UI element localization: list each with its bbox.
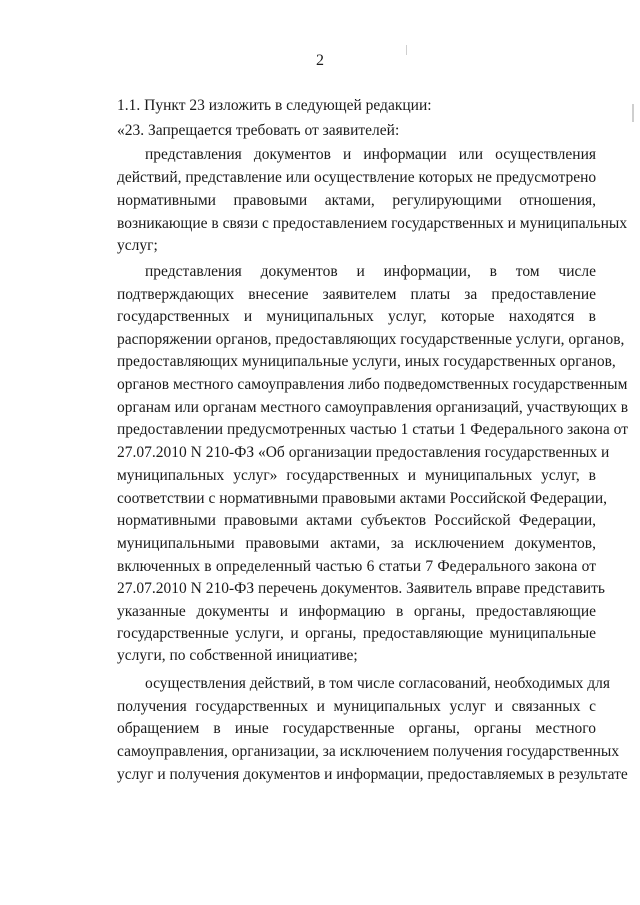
text-line: самоуправления, организации, за исключением получения государственных (117, 743, 620, 760)
text-line: возникающие в связи с предоставлением государственных и муниципальных (117, 215, 628, 232)
scan-artifact (632, 104, 634, 122)
text-line: указанные документы и информацию в органы, предоставляющие (117, 603, 596, 620)
text-line: осуществления действий, в том числе согласований, необходимых для (145, 675, 611, 692)
text-line: муниципальными правовыми актами, за исключением документов, (117, 535, 596, 552)
text-line: государственные услуги, и органы, предоставляющие муниципальные (117, 625, 596, 642)
text-line: нормативными правовыми актами субъектов Российской Федерации, (117, 512, 596, 529)
text-line: распоряжении органов, предоставляющих государственные услуги, органов, (117, 331, 625, 348)
text-line: 27.07.2010 N 210-ФЗ перечень документов. Заявитель вправе представить (117, 580, 605, 597)
text-line: обращением в иные государственные органы, органы местного (117, 720, 596, 737)
clause-23-intro: «23. Запрещается требовать от заявителей: (117, 122, 400, 139)
text-line: государственных и муниципальных услуг, которые находятся в (117, 308, 596, 325)
text-line: 27.07.2010 N 210-ФЗ «Об организации предоставления государственных и (117, 444, 610, 461)
clause-heading: 1.1. Пункт 23 изложить в следующей редакции: (117, 97, 432, 114)
text-line: органам или органам местного самоуправления организаций, участвующих в (117, 399, 629, 416)
scan-artifact (406, 45, 407, 55)
text-line: включенных в определенный частью 6 статьи 7 Федерального закона от (117, 558, 596, 575)
text-line: предоставляющих муниципальные услуги, иных государственных органов, (117, 353, 616, 370)
text-line: соответствии с нормативными правовыми актами Российской Федерации, (117, 490, 607, 507)
text-line: услуг; (117, 237, 158, 254)
text-line: получения государственных и муниципальных услуг и связанных с (117, 698, 596, 715)
text-line: муниципальных услуг» государственных и муниципальных услуг, в (117, 467, 596, 484)
text-line: нормативными правовыми актами, регулирующими отношения, (117, 192, 596, 209)
text-line: услуги, по собственной инициативе; (117, 647, 358, 664)
text-line: действий, представление или осуществление которых не предусмотрено (117, 169, 597, 186)
text-line: предоставлении предусмотренных частью 1 статьи 1 Федерального закона от (117, 421, 628, 438)
text-line: органов местного самоуправления либо подведомственных государственным (117, 376, 628, 393)
text-line: представления документов и информации или осуществления (145, 146, 596, 163)
page-number: 2 (316, 52, 324, 69)
text-line: представления документов и информации, в том числе (145, 263, 596, 280)
text-line: услуг и получения документов и информации, предоставляемых в результате (117, 766, 628, 783)
text-line: подтверждающих внесение заявителем платы за предоставление (117, 286, 596, 303)
